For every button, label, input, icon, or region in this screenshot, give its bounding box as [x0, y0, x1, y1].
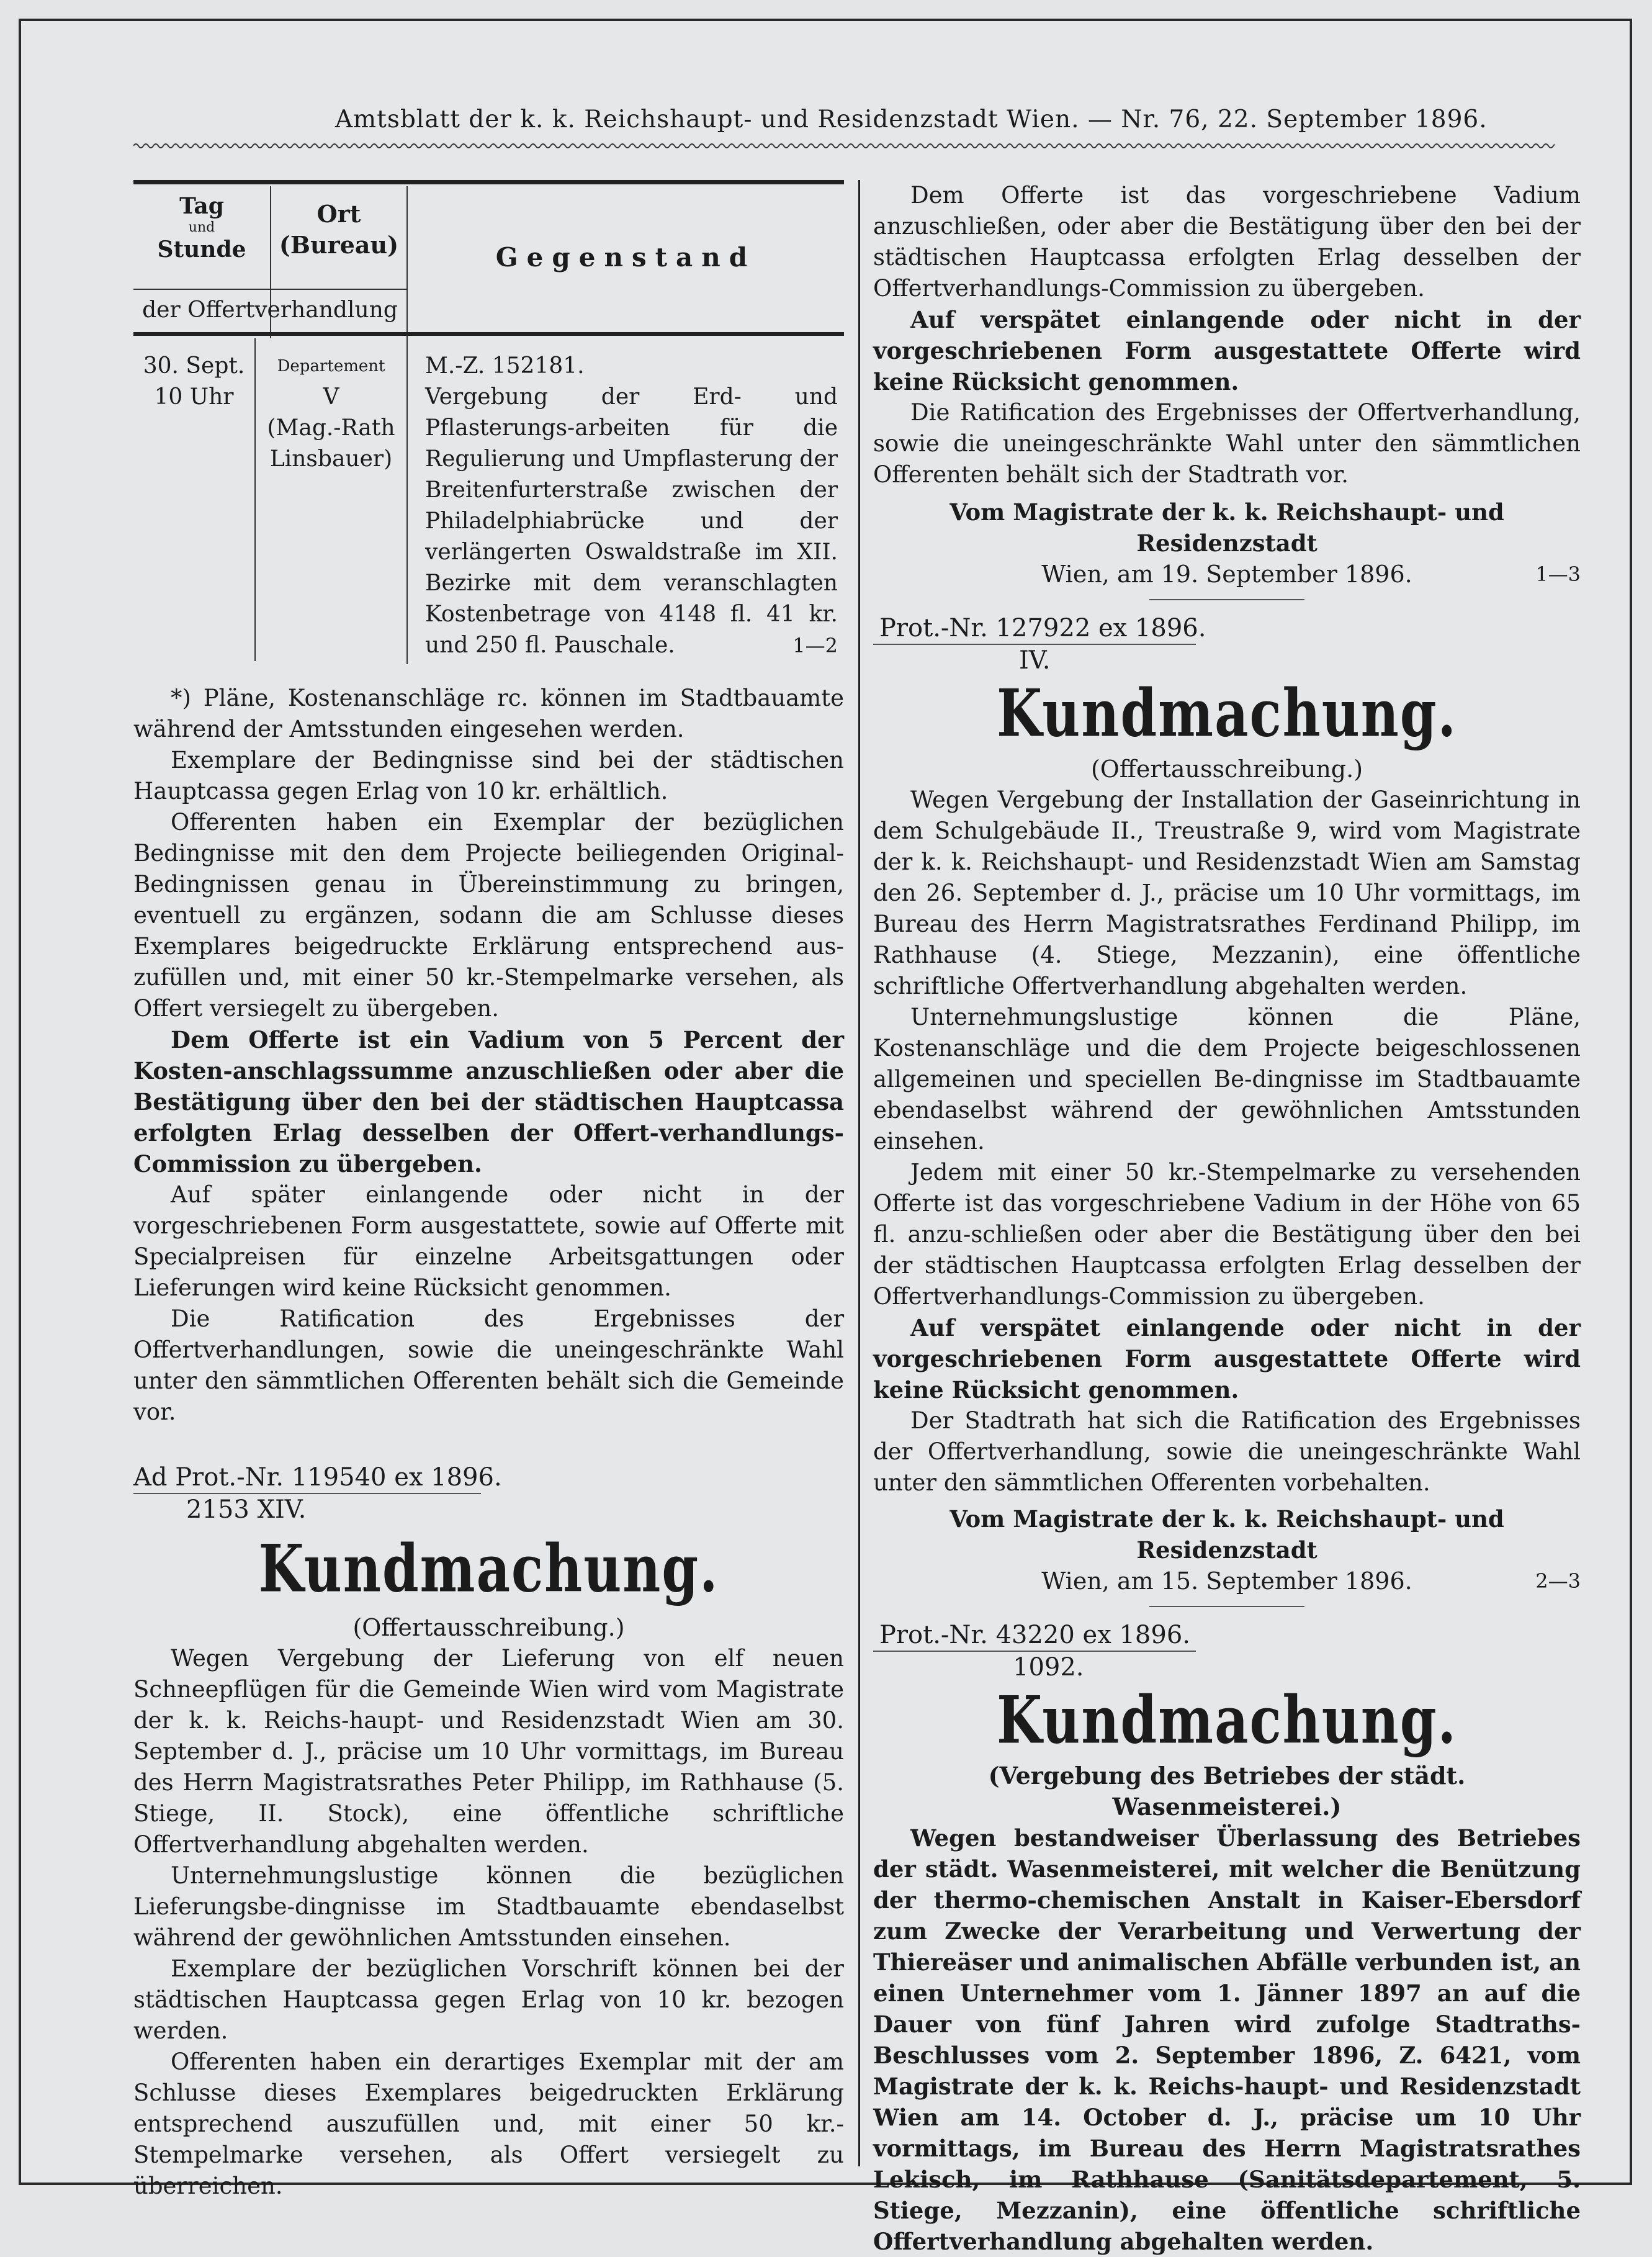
notice-paragraph: Exemplare der bezüglichen Vorschrift können bei der städtischen Hauptcassa gegen Erlag von 10 kr. bezogen werden. — [133, 1955, 844, 2044]
table-header-tag: Tag und Stunde — [157, 193, 246, 263]
notice-paragraph: Offerenten haben ein derartiges Exemplar mit der am Schlusse dieses Exemplares beigedruckten Erklärung entsprechend auszufüllen und, mit einer 50 kr.-Stempelmarke versehen, als Offert versiegelt zu überreichen. — [133, 2048, 844, 2199]
left-column — [133, 180, 844, 2202]
note-paragraph: Exemplare der Bedingnisse sind bei der städtischen Hauptcassa gegen Erlag von 10 kr. erhältlich. — [133, 747, 844, 804]
note-paragraph: *) Pläne, Kostenanschläge rc. können im Stadtbauamte während der Amtsstunden eingesehen werden. — [133, 685, 844, 742]
notice-subtitle: (Offertausschreibung.) — [1090, 755, 1363, 783]
notice-paragraph: Die Ratification des Ergebnisses der Offertverhandlung, sowie die uneingeschränkte Wahl unter den sämmtlichen Offerenten behält sich der Stadtrath vor. — [873, 399, 1581, 488]
notice-number: 1092. — [1013, 1653, 1084, 1682]
table-header-gegenstand: Gegenstand — [495, 242, 756, 273]
notice-title: Kundmachung. — [997, 674, 1457, 752]
notice-paragraph: Jedem mit einer 50 kr.-Stempelmarke zu versehenden Offerte ist das vorgeschriebene Vadium in der Höhe von 65 fl. anzu-schließen oder aber die Bestätigung über den bei der städtischen Hauptcassa erfolgten Erlag desselben der Offertverhandlungs-Commission zu übergeben. — [873, 1159, 1581, 1310]
table-cell-dept: Departement V (Mag.-Rath Linsbauer) — [267, 357, 395, 472]
notice-paragraph: Wegen Vergebung der Installation der Gaseinrichtung in dem Schulgebäude II., Treustraße 9, wird vom Magistrate der k. k. Reichshaupt- und Residenzstadt Wien am Samstag den 26. September d. J., präcise um 10 Uhr vormittags, im Bureau des Herrn Magistratsrathes Ferdinand Philipp, im Rathhause (4. Stiege, Mezzanin), eine öffentliche schriftliche Offertverhandlung abgehalten werden. — [873, 786, 1581, 999]
notice-subtitle: (Offertausschreibung.) — [352, 1614, 625, 1641]
table-cell-subject: M.-Z. 152181. Vergebung der Erd- und Pflasterungs-arbeiten für die Regulierung und Umpflasterung der Breitenfurterstraße zwischen der Philadelphiabrücke und der verlängerten Oswaldstraße im XII. Bezirke mit dem veranschlagten Kostenbetrage von 4148 fl. 41 kr. und 250 fl. Pauschale. 1—2 — [425, 353, 838, 658]
table-cell-date: 30. Sept. 10 Uhr — [143, 353, 245, 410]
prot-number: Prot.-Nr. 43220 ex 1896. — [879, 1621, 1190, 1649]
notice-wasenmeisterei — [873, 1620, 1581, 2257]
signature: Vom Magistrate der k. k. Reichshaupt- und Residenzstadt — [949, 498, 1504, 557]
signature: Vom Magistrate der k. k. Reichshaupt- und Residenzstadt — [949, 1505, 1504, 1564]
continued-notice — [873, 180, 1581, 600]
note-paragraph: Die Ratification des Ergebnisses der Offertverhandlungen, sowie die uneingeschränkte Wahl unter den sämmtlichen Offerenten behält sich die Gemeinde vor. — [133, 1305, 844, 1425]
running-head: Amtsblatt der k. k. Reichshaupt- und Residenzstadt Wien. — Nr. 76, 22. September 1896. — [335, 106, 1488, 133]
notice-paragraph: Auf verspätet einlangende oder nicht in der vorgeschriebenen Form ausgestattete Offerte wird keine Rücksicht genommen. — [873, 306, 1581, 395]
notice-gaseinrichtung — [873, 613, 1581, 1607]
notice-title: Kundmachung. — [997, 1681, 1457, 1759]
table-header-ort: Ort (Bureau) — [279, 200, 399, 259]
wavy-divider — [133, 142, 1555, 150]
notice-subtitle: (Vergebung des Betriebes der städt. Wasenmeisterei.) — [988, 1762, 1466, 1821]
note-paragraph: Offerenten haben ein Exemplar der bezüglichen Bedingnisse mit den dem Projecte beiliegenden Original-Bedingnissen genau in Übereinstimmung zu bringen, eventuell zu ergänzen, sodann die am Schlusse dieses Exemplares beigedruckte Erklärung entsprechend aus-zufüllen und, mit einer 50 kr.-Stempelmarke versehen, als Offert versiegelt zu übergeben. — [133, 809, 844, 1022]
signature-date: Wien, am 19. September 1896. 1—3 — [1041, 561, 1581, 588]
notice-paragraph: Der Stadtrath hat sich die Ratification des Ergebnisses der Offertverhandlung, sowie die uneingeschränkte Wahl unter den sämmtlichen Offerenten vorbehalten. — [873, 1407, 1581, 1496]
notice-schneepfluege — [133, 1462, 844, 2202]
offer-table — [133, 180, 844, 670]
notice-paragraph: Unternehmungslustige können die bezüglichen Lieferungsbe-dingnisse im Stadtbauamte ebendaselbst während der gewöhnlichen Amtsstunden einsehen. — [133, 1862, 844, 1951]
notice-title: Kundmachung. — [258, 1529, 719, 1607]
notice-paragraph: Dem Offerte ist das vorgeschriebene Vadium anzuschließen, oder aber die Bestätigung über den bei der städtischen Hauptcassa erfolgten Erlag desselben der Offertverhandlungs-Commission zu übergeben. — [873, 182, 1581, 302]
notice-number: 2153 XIV. — [186, 1495, 307, 1524]
left-notes — [133, 683, 844, 1428]
right-column — [873, 180, 1581, 2257]
notice-paragraph: Wegen Vergebung der Lieferung von elf neuen Schneepflügen für die Gemeinde Wien wird vom Magistrate der k. k. Reichs-haupt- und Residenzstadt Wien am 30. September d. J., präcise um 10 Uhr vormittags, im Bureau des Herrn Magistratsrathes Peter Philipp, im Rathhause (5. Stiege, II. Stock), eine öffentliche schriftliche Offertverhandlung abgehalten werden. — [133, 1645, 844, 1858]
notice-number: IV. — [1019, 646, 1051, 675]
notice-paragraph: Wegen bestandweiser Überlassung des Betriebes der städt. Wasenmeisterei, mit welcher die Benützung der thermo-chemischen Anstalt in Kaiser-Ebersdorf zum Zwecke der Verarbeitung und Verwertung der Thiereäser und animalischen Abfälle verbunden ist, an einen Unternehmer vom 1. Jänner 1897 an auf die Dauer von fünf Jahren wird zufolge Stadtraths-Beschlusses vom 2. September 1896, Z. 6421, vom Magistrate der k. k. Reichs-haupt- und Residenzstadt Wien am 14. October d. J., präcise um 10 Uhr vormittags, im Bureau des Herrn Magistratsrathes Lekisch, im Rathhause (Sanitätsdepartement, 5. Stiege, Mezzanin), eine öffentliche schriftliche Offertverhandlung abgehalten werden. — [873, 1824, 1581, 2255]
table-subheader: der Offertverhandlung — [142, 297, 398, 323]
note-paragraph: Dem Offerte ist ein Vadium von 5 Percent der Kosten-anschlagssumme anzuschließen oder aber die Bestätigung über den bei der städtischen Hauptcassa erfolgten Erlag desselben der Offert-verhandlungs-Commission zu übergeben. — [133, 1026, 844, 1178]
notice-paragraph: Unternehmungslustige können die Pläne, Kostenanschläge und die dem Projecte beigeschlossenen allgemeinen und speciellen Be-dingnisse im Stadtbauamte ebendaselbst während der gewöhnlichen Amtsstunden einsehen. — [873, 1004, 1581, 1155]
prot-number: Ad Prot.-Nr. 119540 ex 1896. — [133, 1463, 502, 1492]
prot-number: Prot.-Nr. 127922 ex 1896. — [879, 614, 1206, 642]
note-paragraph: Auf später einlangende oder nicht in der vorgeschriebenen Form ausgestattete, sowie auf Offerte mit Specialpreisen für einzelne Arbeitsgattungen oder Lieferungen wird keine Rücksicht genommen. — [133, 1181, 844, 1301]
notice-paragraph: Auf verspätet einlangende oder nicht in der vorgeschriebenen Form ausgestattete Offerte wird keine Rücksicht genommen. — [873, 1314, 1581, 1403]
column-divider — [858, 180, 860, 2166]
signature-date: Wien, am 15. September 1896. 2—3 — [1041, 1567, 1581, 1595]
